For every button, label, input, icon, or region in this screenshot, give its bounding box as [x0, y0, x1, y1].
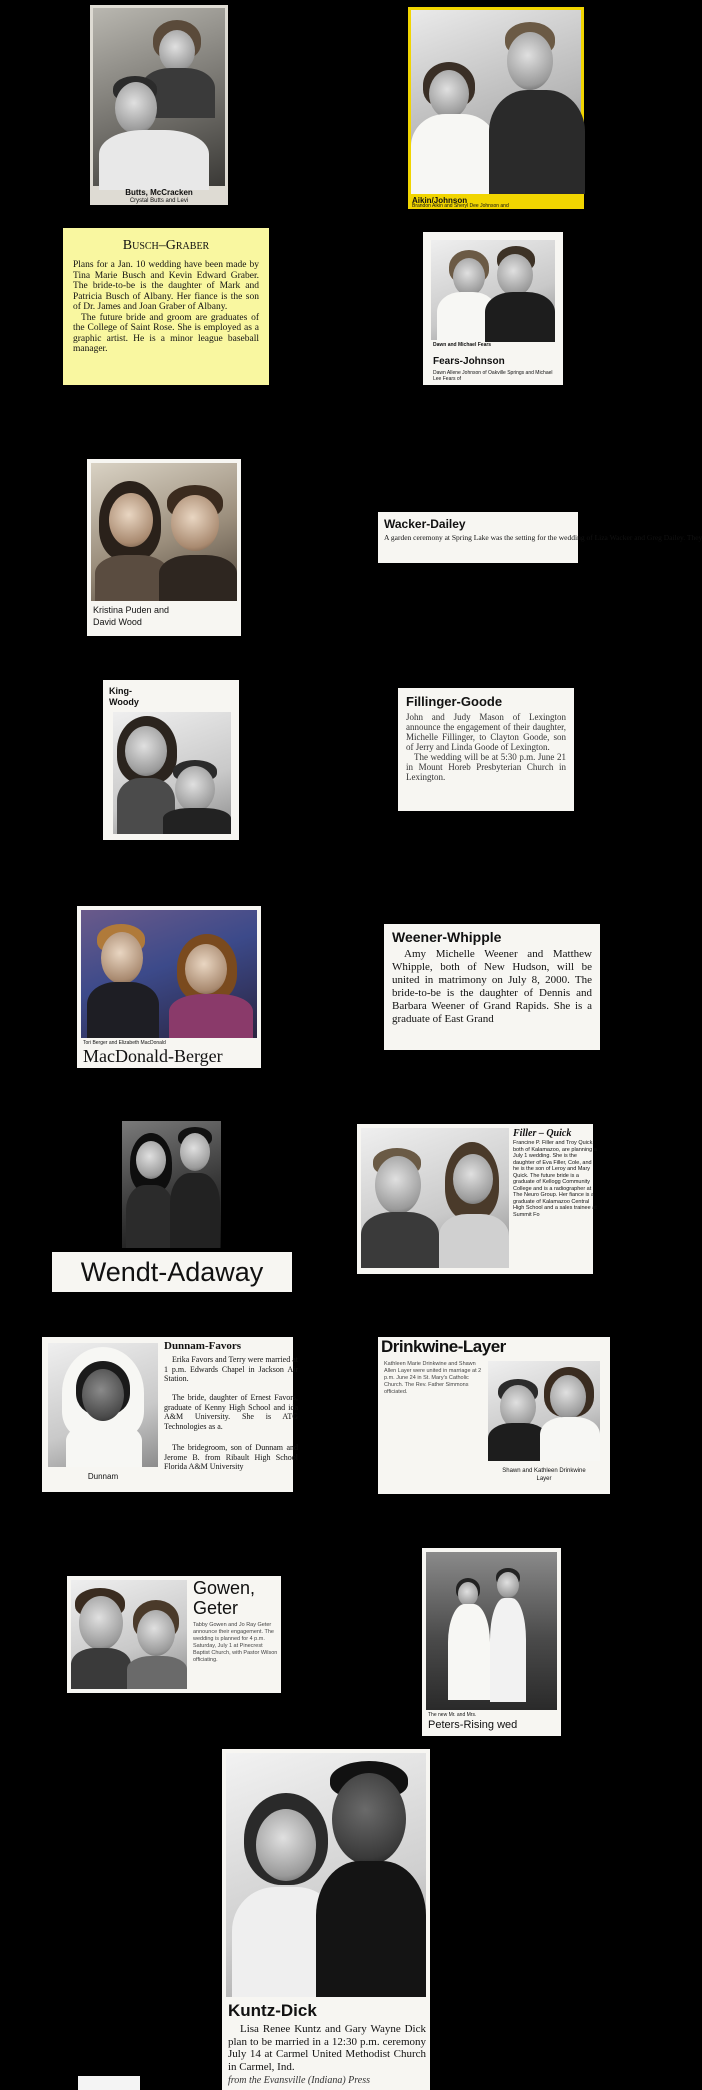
- couple-photo: [226, 1753, 426, 1997]
- clipping-peters-rising: [422, 1548, 561, 1736]
- headline: Fillinger-Goode: [406, 694, 503, 709]
- headline-line-2: Geter: [193, 1598, 239, 1618]
- clipping-busch-graber: [63, 228, 269, 385]
- caption: Peters-Rising wed: [428, 1719, 518, 1731]
- clipping-drinkwine-layer: [378, 1337, 610, 1494]
- credit: from the Evansville (Indiana) Press: [228, 2075, 371, 2086]
- headline: Kuntz-Dick: [228, 2001, 317, 2020]
- couple-photo: [361, 1128, 509, 1268]
- couple-photo: [113, 712, 231, 834]
- caption: Crystal Butts and Levi: [129, 198, 189, 204]
- body: Plans for a Jan. 10 wedding have been made by Tina Marie Busch and Kevin Edward Graber. The bride-to-be is the daughter of Mark and Patricia Busch of Albany. Her fiance is the son of Dr. James and Joan Graber of Albany.: [73, 260, 259, 312]
- caption: Dunnam: [87, 1472, 119, 1481]
- body: John and Judy Mason of Lexington announce the engagement of their daughter, Michelle Fillinger, to Clayton Goode, son of Jerry and Linda Goode of Lexington.: [406, 712, 566, 752]
- couple-photo: [431, 240, 555, 340]
- clipping-weener-whipple: [384, 924, 600, 1050]
- clipping-aikin-johnson: [408, 7, 584, 209]
- headline: Busch–Graber: [122, 238, 210, 253]
- headline-line-2: Woody: [109, 697, 139, 707]
- body: A garden ceremony at Spring Lake was the setting for the wedding of Liza Wacker and Greg Dailey. They: [384, 533, 702, 542]
- body: Amy Michelle Weener and Matthew Whipple, both of New Hudson, will be united in matrimony on July 8, 2000. The bride-to-be is the daughter of Dennis and Barbara Weener of Grand Rapids. She is a graduate of East Grand: [392, 948, 592, 1025]
- banner: Butts, McCracken: [125, 188, 193, 197]
- caption-line-2: David Wood: [93, 617, 142, 627]
- headline: Weener-Whipple: [392, 929, 502, 945]
- clipping-gowen-geter: [67, 1576, 281, 1693]
- headline-line-1: Gowen,: [193, 1578, 256, 1598]
- banner: Aikin/Johnson: [412, 196, 468, 205]
- couple-photo: [122, 1121, 221, 1248]
- body: Kathleen Marie Drinkwine and Shawn Allen Layer were united in marriage at 2 p.m. June 24 in St. Mary's Catholic Church. The Rev. Father Simmons officiated.: [384, 1361, 482, 1395]
- clipping-wacker-dailey: [378, 512, 702, 563]
- names: Dawn and Michael Fears: [433, 342, 492, 348]
- couple-photo: [91, 463, 237, 601]
- body-2: The future bride and groom are graduates of the College of Saint Rose. She is employed as a graphic artist. He is a minor league baseball manager.: [73, 312, 259, 354]
- caption: Shawn and Kathleen Drinkwine Layer: [502, 1468, 586, 1482]
- caption: Brandon Aikin and Sheryl Dee Johnson and: [412, 203, 509, 209]
- clipping-wendt-adaway: [52, 1252, 292, 1292]
- clipping-fears-johnson: [423, 232, 563, 385]
- caption-line-1: Kristina Puden and: [93, 605, 170, 615]
- body-2: The bride, daughter of Ernest Favors, graduate of Kenny High School and ida A&M University. She is ATG Technologies as a.: [164, 1393, 298, 1431]
- fine-print: Dawn Allene Johnson of Oakville Springs and Michael Lee Fears of: [433, 370, 553, 382]
- body-3: The bridegroom, son of Dunnam and Jerome B. from Ribault High School Florida A&M University: [164, 1443, 298, 1471]
- clipping-kuntz-dick: [222, 1749, 430, 2090]
- fine-print: Tori Berger and Elizabeth MacDonald: [83, 1040, 166, 1046]
- headline: Wendt-Adaway: [80, 1257, 264, 1287]
- headline: Fears-Johnson: [433, 356, 505, 367]
- couple-photo: [93, 8, 225, 186]
- couple-photo: [488, 1361, 600, 1461]
- couple-photo: [71, 1580, 187, 1689]
- clipping-filler-quick: [357, 1124, 597, 1274]
- body-2: The wedding will be at 5:30 p.m. June 21 in Mount Horeb Presbyterian Church in Lexington.: [406, 752, 566, 782]
- clipping-butts-mccracken: [90, 5, 228, 205]
- clipping-fillinger-goode: [398, 688, 574, 811]
- body: Tabby Gowen and Jo Ray Geter announce their engagement. The wedding is planned for 4 p.m. Saturday, July 1 at Pinecrest Baptist Church, with Pastor Wilson officiating.: [193, 1622, 278, 1663]
- clipping-dunnam-favors: [42, 1337, 298, 1492]
- headline: Drinkwine-Layer: [381, 1337, 506, 1356]
- fine-print: The new Mr. and Mrs.: [428, 1712, 477, 1718]
- couple-photo: [426, 1552, 557, 1710]
- clipping-king-woody: [103, 680, 239, 840]
- headline-line-1: King-: [109, 686, 132, 696]
- headline: Wacker-Dailey: [384, 517, 466, 531]
- clipping-puden-wood: [87, 459, 241, 636]
- headline: Dunnam-Favors: [164, 1340, 242, 1352]
- headline: Filler – Quick: [513, 1128, 572, 1139]
- clipping-macdonald-berger: [77, 906, 261, 1068]
- headline: MacDonald-Berger: [83, 1046, 223, 1066]
- couple-photo: [81, 910, 257, 1038]
- wendt-adaway-photo: [122, 1121, 221, 1248]
- paper-fragment: [78, 2076, 140, 2090]
- body: Francine P. Filler and Troy Quick, both of Kalamazoo, are planning a July 1 wedding. She is the daughter of Eva Filler, Cole, and he is the son of Leroy and Mary Quick. The future bride is a graduate of Kellogg Community College and is a radiographer at The Neuro Group. Her fiance is a graduate of Kalamazoo Central High School and a sales trainee at Summit Fo: [513, 1140, 597, 1218]
- body: Erika Favors and Terry were married at 1 p.m. Edwards Chapel in Jackson Air Station.: [164, 1355, 298, 1383]
- bride-photo: [48, 1343, 158, 1467]
- body: Lisa Renee Kuntz and Gary Wayne Dick plan to be married in a 12:30 p.m. ceremony July 14 at Carmel United Methodist Church in Carmel, Ind.: [228, 2023, 426, 2073]
- couple-photo: [411, 10, 581, 193]
